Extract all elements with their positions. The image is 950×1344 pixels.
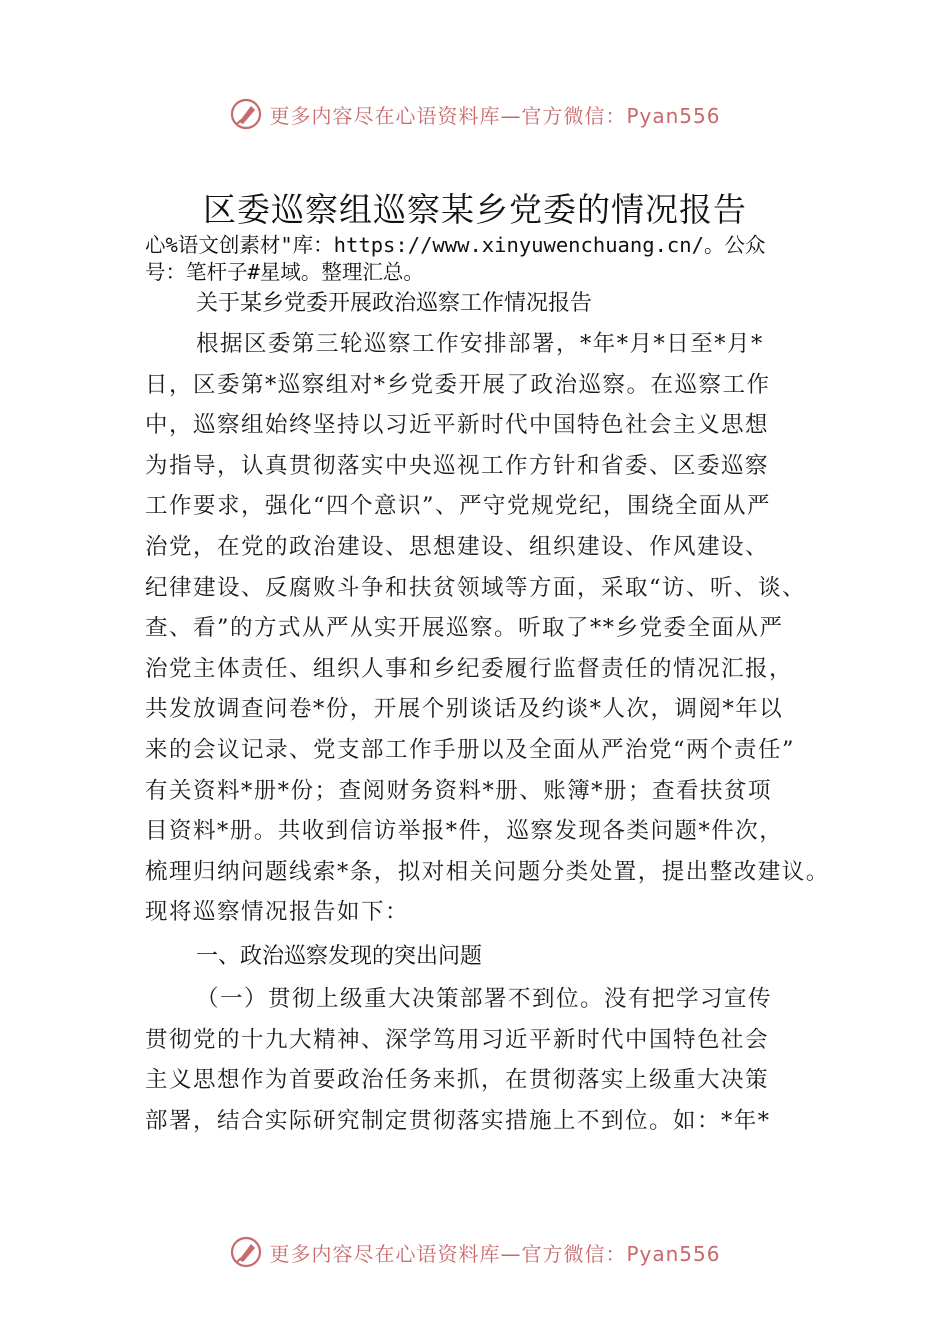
text-line: 治党，在党的政治建设、思想建设、组织建设、作风建设、	[145, 533, 770, 560]
text-line: 部署，结合实际研究制定贯彻落实措施上不到位。如：*年*	[145, 1107, 771, 1134]
document-title: 区委巡察组巡察某乡党委的情况报告	[203, 190, 747, 229]
source-line: 心%语文创素材"库：https://www.xinyuwenchuang.cn/。公众	[145, 233, 766, 257]
pen-nib-logo-icon	[229, 1235, 263, 1269]
footer-watermark	[0, 1230, 950, 1274]
text-line: 有关资料*册*份；查阅财务资料*册、账簿*册；查看扶贫项	[145, 777, 773, 804]
header-watermark	[0, 92, 950, 136]
intro-paragraph	[145, 324, 845, 933]
watermark-text: 更多内容尽在心语资料库—官方微信：Pyan556	[269, 1241, 721, 1266]
text-line: 纪律建设、反腐败斗争和扶贫领域等方面，采取“访、听、谈、	[145, 574, 807, 601]
source-line: 号：笔杆子#星域。整理汇总。	[145, 260, 424, 284]
section1-paragraph	[145, 979, 845, 1141]
text-line: 共发放调查问卷*份，开展个别谈话及约谈*人次，调阅*年以	[145, 696, 784, 723]
text-line: 现将巡察情况报告如下：	[145, 899, 410, 926]
section-heading: 一、政治巡察发现的突出问题	[196, 944, 483, 969]
text-line: 梳理归纳问题线索*条，拟对相关问题分类处置，提出整改建议。	[145, 858, 830, 885]
text-line: 治党主体责任、组织人事和乡纪委履行监督责任的情况汇报，	[145, 655, 794, 682]
text-line: 目资料*册。共收到信访举报*件，巡察发现各类问题*件次，	[145, 818, 784, 845]
watermark-text: 更多内容尽在心语资料库—官方微信：Pyan556	[269, 103, 721, 128]
report-subtitle: 关于某乡党委开展政治巡察工作情况报告	[196, 291, 593, 316]
source-note	[145, 232, 845, 286]
text-line: 中，巡察组始终坚持以习近平新时代中国特色社会主义思想	[145, 412, 770, 439]
text-line: 来的会议记录、党支部工作手册以及全面从严治党“两个责任”	[145, 736, 796, 763]
text-line: 为指导，认真贯彻落实中央巡视工作方针和省委、区委巡察	[145, 452, 770, 479]
pen-nib-logo-icon	[229, 97, 263, 131]
text-line: 根据区委第三轮巡察工作安排部署，*年*月*日至*月*	[196, 331, 764, 357]
text-line: 主义思想作为首要政治任务来抓，在贯彻落实上级重大决策	[145, 1067, 770, 1094]
text-line: 日，区委第*巡察组对*乡党委开展了政治巡察。在巡察工作	[145, 371, 771, 398]
text-line: 查、看”的方式从严从实开展巡察。听取了**乡党委全面从严	[145, 615, 784, 642]
text-line: （一）贯彻上级重大决策部署不到位。没有把学习宣传	[196, 986, 773, 1012]
text-line: 工作要求，强化“四个意识”、严守党规党纪，围绕全面从严	[145, 493, 772, 520]
text-line: 贯彻党的十九大精神、深学笃用习近平新时代中国特色社会	[145, 1026, 770, 1053]
